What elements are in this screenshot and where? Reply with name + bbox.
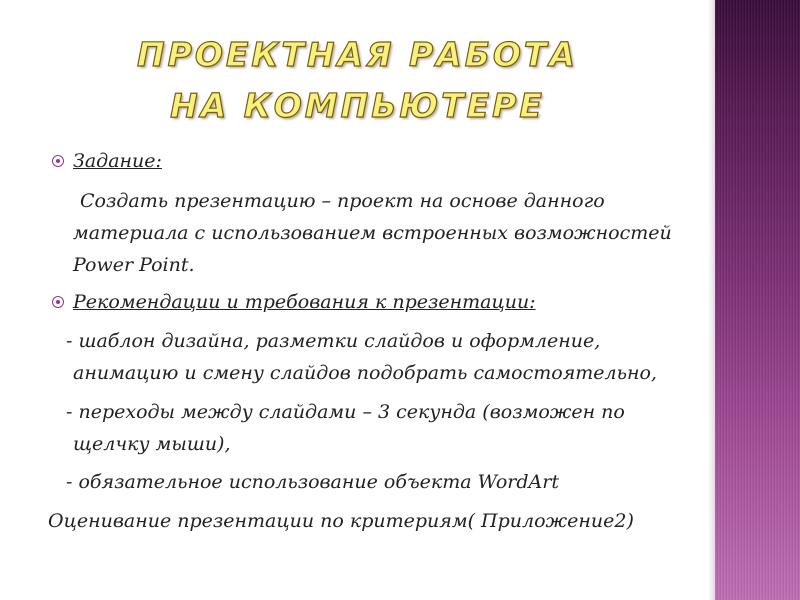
bullet-icon	[52, 296, 64, 308]
recommendation-item-2-line-1: - переходы между слайдами – 3 секунда (возможен по	[66, 401, 625, 423]
recommendation-item-3: - обязательное использование объекта WordArt	[66, 471, 559, 493]
recommendations-label: Рекомендации и требования к презентации:	[73, 291, 536, 313]
task-text-line-2: материала с использованием встроенных возможностей	[73, 222, 672, 244]
evaluation-text: Оценивание презентации по критериям( Приложение2)	[48, 510, 634, 532]
recommendation-item-1-line-2: анимацию и смену слайдов подобрать самостоятельно,	[73, 362, 657, 384]
recommendation-item-2-line-2: щелчку мыши),	[73, 433, 231, 455]
task-label: Задание:	[73, 150, 162, 172]
decorative-purple-band	[715, 0, 800, 600]
title-line-1: ПРОЕКТНАЯ РАБОТА	[137, 35, 578, 74]
bullet-icon	[52, 155, 64, 167]
task-text-line-1: Создать презентацию – проект на основе данного	[80, 190, 605, 212]
task-text-line-3: Power Point.	[73, 254, 195, 276]
title-line-2: НА КОМПЬЮТЕРЕ	[170, 86, 545, 125]
recommendation-item-1-line-1: - шаблон дизайна, разметки слайдов и оформление,	[66, 330, 601, 352]
